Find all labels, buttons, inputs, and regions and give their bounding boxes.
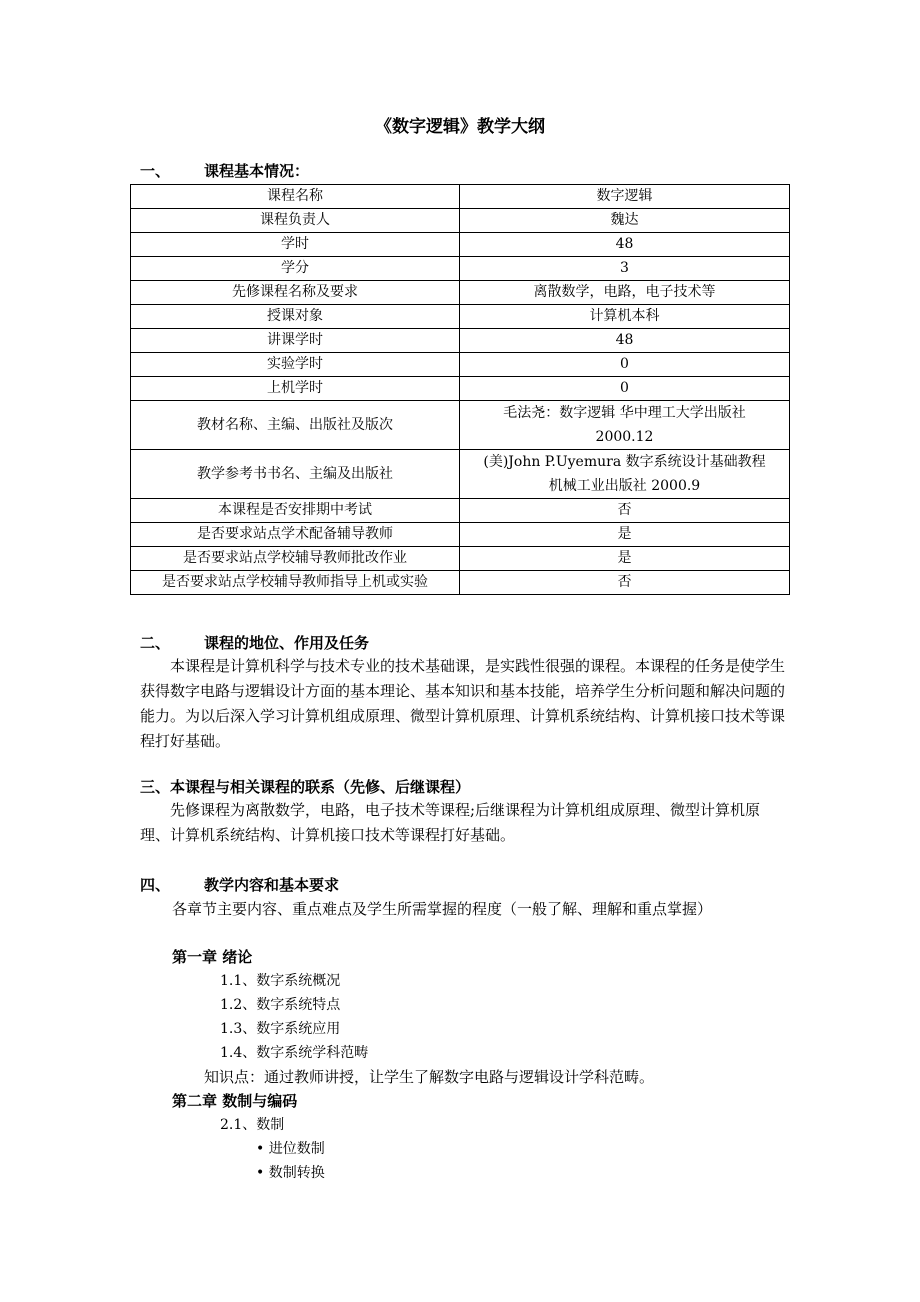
- page-title: 《数字逻辑》教学大纲: [375, 117, 545, 137]
- table-value: 是: [460, 523, 790, 547]
- table-label: 是否要求站点学校辅导教师批改作业: [131, 547, 460, 571]
- table-value: 48: [460, 233, 790, 257]
- chapter1-item: 1.2、数字系统特点: [220, 997, 341, 1013]
- section3-body: 先修课程为离散数学，电路，电子技术等课程;后继课程为计算机组成原理、微型计算机原理、计算机系统结构、计算机接口技术等课程打好基础。: [140, 801, 761, 844]
- table-value: 是: [460, 547, 790, 571]
- section1-number: 一、: [140, 162, 171, 180]
- course-info-table: [130, 184, 790, 595]
- table-label: 本课程是否安排期中考试: [131, 499, 460, 523]
- section2-body: 本课程是计算机科学与技术专业的技术基础课，是实践性很强的课程。本课程的任务是使学生获得数字电路与逻辑设计方面的基本理论、基本知识和基本技能，培养学生分析问题和解决问题的能力。为以后深入学习计算机组成原理、微型计算机原理、计算机系统结构、计算机接口技术等课程打好基础。: [140, 657, 786, 750]
- table-value-line2: 2000.12: [595, 429, 654, 445]
- chapter2-bullet: • 进位数制: [256, 1141, 325, 1157]
- table-value: 0: [460, 377, 790, 401]
- table-row: [131, 329, 790, 353]
- chapter1-item: 1.4、数字系统学科范畴: [220, 1045, 369, 1061]
- table-label: 课程负责人: [131, 209, 460, 233]
- table-label: 课程名称: [131, 185, 460, 209]
- table-row: [131, 523, 790, 547]
- table-row: [131, 401, 790, 450]
- table-row: [131, 377, 790, 401]
- section4-title: 教学内容和基本要求: [204, 876, 340, 894]
- table-row: [131, 233, 790, 257]
- chapter1-item: 1.1、数字系统概况: [220, 973, 341, 989]
- table-label: 先修课程名称及要求: [131, 281, 460, 305]
- table-row: [131, 499, 790, 523]
- section3-title: 三、本课程与相关课程的联系（先修、后继课程）: [140, 778, 471, 796]
- table-value: [460, 401, 790, 450]
- table-row: [131, 547, 790, 571]
- chapter2-item: 2.1、数制: [220, 1117, 285, 1133]
- table-label: 实验学时: [131, 353, 460, 377]
- table-value-line1: (美)John P.Uyemura 数字系统设计基础教程: [483, 454, 766, 470]
- section2-title: 课程的地位、作用及任务: [204, 634, 370, 652]
- chapter1-knowledge: 知识点：通过教师讲授，让学生了解数字电路与逻辑设计学科范畴。: [204, 1068, 655, 1086]
- table-value: 3: [460, 257, 790, 281]
- table-label: 学分: [131, 257, 460, 281]
- table-value: 计算机本科: [460, 305, 790, 329]
- table-value: 否: [460, 571, 790, 595]
- table-value: 离散数学，电路，电子技术等: [460, 281, 790, 305]
- table-row: [131, 353, 790, 377]
- table-value: [460, 450, 790, 499]
- table-value: 否: [460, 499, 790, 523]
- table-label: 是否要求站点学术配备辅导教师: [131, 523, 460, 547]
- section1-title: 课程基本情况：: [204, 162, 310, 180]
- table-value: 数字逻辑: [460, 185, 790, 209]
- table-value-line2: 机械工业出版社 2000.9: [548, 478, 701, 494]
- table-label: 讲课学时: [131, 329, 460, 353]
- section4-intro: 各章节主要内容、重点难点及学生所需掌握的程度（一般了解、理解和重点掌握）: [172, 900, 713, 918]
- table-value: 48: [460, 329, 790, 353]
- section2-number: 二、: [140, 634, 171, 652]
- table-label: 教材名称、主编、出版社及版次: [131, 401, 460, 450]
- section4-number: 四、: [140, 876, 171, 894]
- chapter1-title: 第一章 绪论: [172, 948, 253, 966]
- table-label: 上机学时: [131, 377, 460, 401]
- table-value: 魏达: [460, 209, 790, 233]
- table-row: [131, 450, 790, 499]
- table-row: [131, 185, 790, 209]
- table-label: 是否要求站点学校辅导教师指导上机或实验: [131, 571, 460, 595]
- table-label: 学时: [131, 233, 460, 257]
- table-label: 授课对象: [131, 305, 460, 329]
- table-row: [131, 305, 790, 329]
- table-row: [131, 257, 790, 281]
- chapter1-item: 1.3、数字系统应用: [220, 1021, 341, 1037]
- table-row: [131, 281, 790, 305]
- table-label: 教学参考书书名、主编及出版社: [131, 450, 460, 499]
- table-row: [131, 209, 790, 233]
- table-value: 0: [460, 353, 790, 377]
- chapter2-bullet: • 数制转换: [256, 1165, 325, 1181]
- table-value-line1: 毛法尧：数字逻辑 华中理工大学出版社: [503, 405, 746, 421]
- table-row: [131, 571, 790, 595]
- chapter2-title: 第二章 数制与编码: [172, 1092, 298, 1110]
